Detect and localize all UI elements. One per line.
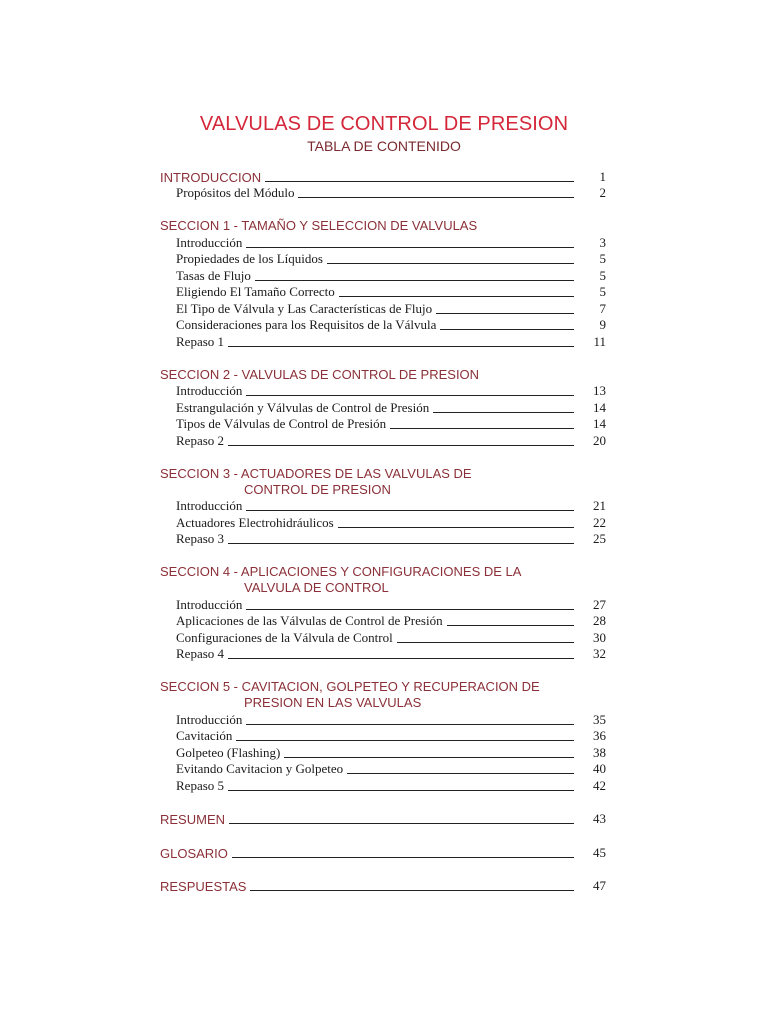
toc-entry-label: Repaso 1 — [176, 333, 225, 349]
toc-entry-label: Golpeteo (Flashing) — [176, 744, 281, 760]
leader-line — [232, 857, 574, 858]
toc-entry[interactable] — [160, 432, 606, 449]
toc-entry-label: Repaso 2 — [176, 432, 225, 448]
toc-page-number: 3 — [599, 234, 606, 250]
toc-entry-label: GLOSARIO — [160, 845, 228, 861]
section-heading-text: SECCION 3 - ACTUADORES DE LAS VALVULAS DE — [160, 465, 472, 481]
toc-entry[interactable] — [160, 251, 606, 268]
toc-entry-label: RESPUESTAS — [160, 879, 247, 894]
toc-page-number: 36 — [593, 728, 606, 743]
toc-entry[interactable] — [160, 629, 606, 646]
toc-entry-label: Consideraciones para los Requisitos de la Válvula — [176, 317, 437, 332]
toc-page-number: 5 — [599, 267, 606, 283]
leader-line — [397, 642, 574, 643]
section-heading-text: SECCION 2 - VALVULAS DE CONTROL DE PRESION — [160, 366, 480, 382]
toc-page-number: 9 — [599, 317, 606, 332]
toc-page-number: 20 — [593, 432, 606, 448]
toc-page-number: 2 — [599, 185, 606, 200]
toc-page-number: 11 — [593, 333, 606, 349]
leader-line — [440, 329, 574, 330]
section-heading — [160, 679, 606, 711]
toc-entry-label: Tasas de Flujo — [176, 267, 251, 283]
leader-line — [228, 445, 574, 446]
toc-entry[interactable] — [160, 333, 606, 350]
leader-line — [298, 197, 574, 198]
toc-entry-label: Evitando Cavitacion y Golpeteo — [176, 761, 344, 776]
toc-section-3 — [160, 466, 606, 548]
document-title: VALVULAS DE CONTROL DE PRESION — [199, 113, 569, 135]
toc-page-number: 1 — [599, 168, 606, 184]
document-subtitle: TABLA DE CONTENIDO — [307, 138, 461, 154]
toc-entry-label: Introducción — [176, 596, 243, 612]
section-heading — [160, 367, 606, 383]
toc-page-number: 35 — [593, 711, 606, 727]
leader-line — [228, 658, 574, 659]
toc-page-number: 13 — [593, 383, 606, 398]
toc-page-number: 25 — [593, 531, 606, 546]
toc-entry[interactable] — [160, 498, 606, 515]
section-heading-text: SECCION 5 - CAVITACION, GOLPETEO Y RECUPERACION DE — [160, 679, 540, 694]
leader-line — [436, 313, 574, 314]
toc-page-number: 7 — [599, 300, 606, 316]
toc-entry-label: Actuadores Electrohidráulicos — [176, 514, 334, 530]
leader-line — [284, 757, 574, 758]
toc-entry[interactable] — [160, 284, 606, 301]
toc-entry-label: Repaso 5 — [176, 777, 225, 793]
toc-entry-label: RESUMEN — [160, 812, 226, 827]
toc-section-2 — [160, 367, 606, 449]
toc-section-5 — [160, 679, 606, 794]
toc-entry-label: Tipos de Válvulas de Control de Presión — [176, 416, 387, 431]
toc-page-number: 30 — [593, 629, 606, 645]
leader-line — [228, 790, 574, 791]
toc-resumen — [160, 811, 606, 828]
toc-entry[interactable] — [160, 744, 606, 761]
toc-entry-label: Introducción — [176, 711, 243, 727]
toc-entry[interactable] — [160, 399, 606, 416]
toc-entry[interactable] — [160, 596, 606, 613]
section-heading — [160, 466, 606, 498]
toc-entry-resumen[interactable] — [160, 811, 606, 828]
section-heading — [160, 218, 606, 234]
toc-page-number: 28 — [593, 613, 606, 628]
toc-entry-label: Introducción — [176, 234, 243, 250]
toc-entry[interactable] — [160, 761, 606, 778]
toc-entry[interactable] — [160, 711, 606, 728]
toc-entry-label: Repaso 3 — [176, 531, 225, 546]
leader-line — [246, 510, 574, 511]
toc-entry-label: INTRODUCCION — [160, 169, 262, 185]
section-heading-text: SECCION 4 - APLICACIONES Y CONFIGURACIONES DE LA — [160, 564, 522, 579]
toc-page-number: 32 — [593, 646, 606, 661]
leader-line — [339, 296, 574, 297]
toc-section-1 — [160, 218, 606, 350]
leader-line — [250, 890, 574, 891]
leader-line — [236, 740, 574, 741]
leader-line — [228, 543, 574, 544]
toc-page-number: 43 — [593, 811, 606, 826]
toc-entry-label: Aplicaciones de las Válvulas de Control de Presión — [176, 613, 443, 628]
toc-entry-respuestas[interactable] — [160, 878, 606, 895]
toc-entry[interactable] — [160, 416, 606, 433]
leader-line — [228, 346, 574, 347]
leader-line — [447, 625, 574, 626]
table-of-contents — [160, 168, 606, 911]
toc-entry-label: Propiedades de los Líquidos — [176, 251, 323, 266]
section-heading-continuation: VALVULA DE CONTROL — [244, 580, 389, 595]
toc-entry[interactable] — [160, 646, 606, 663]
toc-entry-label: Introducción — [176, 498, 243, 513]
toc-entry-label: Eligiendo El Tamaño Correcto — [176, 284, 335, 299]
toc-entry-introduccion[interactable] — [160, 168, 606, 185]
leader-line — [347, 773, 574, 774]
leader-line — [327, 263, 574, 264]
section-heading — [160, 564, 606, 596]
leader-line — [246, 724, 574, 725]
toc-page-number: 42 — [593, 777, 606, 793]
toc-section-4 — [160, 564, 606, 662]
leader-line — [229, 823, 574, 824]
toc-entry-label: Repaso 4 — [176, 646, 225, 661]
toc-entry[interactable] — [160, 777, 606, 794]
toc-respuestas — [160, 878, 606, 895]
toc-entry-label: Estrangulación y Válvulas de Control de Presión — [176, 399, 430, 415]
leader-line — [255, 280, 574, 281]
section-heading-continuation: CONTROL DE PRESION — [244, 481, 391, 497]
toc-page-number: 47 — [593, 878, 606, 893]
toc-page-number: 21 — [593, 498, 606, 513]
toc-page-number: 5 — [599, 251, 606, 266]
toc-intro — [160, 168, 606, 201]
toc-entry[interactable] — [160, 383, 606, 400]
toc-entry-label: Cavitación — [176, 728, 233, 743]
toc-entry-label: Introducción — [176, 383, 243, 398]
toc-entry-label: Configuraciones de la Válvula de Control — [176, 629, 393, 645]
leader-line — [246, 395, 574, 396]
toc-page-number: 45 — [593, 844, 606, 860]
toc-entry-glosario[interactable] — [160, 844, 606, 861]
section-heading-continuation: PRESION EN LAS VALVULAS — [244, 695, 422, 710]
toc-entry[interactable] — [160, 317, 606, 334]
toc-page-number: 40 — [593, 761, 606, 776]
toc-page-number: 14 — [593, 416, 606, 431]
section-heading-text: SECCION 1 - TAMAÑO Y SELECCION DE VALVULAS — [160, 218, 478, 233]
toc-entry[interactable] — [160, 728, 606, 745]
leader-line — [390, 428, 574, 429]
toc-entry[interactable] — [160, 514, 606, 531]
toc-page-number: 27 — [593, 596, 606, 612]
toc-entry[interactable] — [160, 300, 606, 317]
toc-entry[interactable] — [160, 234, 606, 251]
toc-page-number: 5 — [599, 284, 606, 299]
leader-line — [433, 412, 574, 413]
toc-page-number: 14 — [593, 399, 606, 415]
leader-line — [338, 527, 574, 528]
toc-entry[interactable] — [160, 267, 606, 284]
toc-page-number: 38 — [593, 744, 606, 760]
leader-line — [265, 181, 574, 182]
toc-entry-label: Propósitos del Módulo — [176, 185, 295, 200]
toc-entry[interactable] — [160, 613, 606, 630]
leader-line — [246, 609, 574, 610]
toc-glosario — [160, 844, 606, 861]
toc-entry-label: El Tipo de Válvula y Las Características de Flujo — [176, 300, 433, 316]
toc-entry[interactable] — [160, 531, 606, 548]
leader-line — [246, 247, 574, 248]
toc-page-number: 22 — [593, 514, 606, 530]
toc-entry[interactable] — [160, 185, 606, 202]
